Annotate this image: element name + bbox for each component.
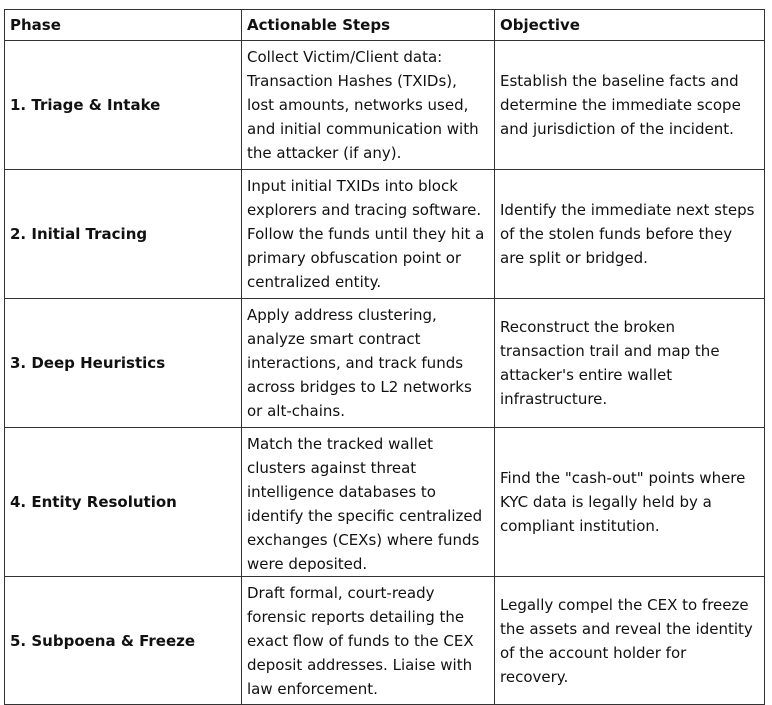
objective-cell: Find the "cash-out" points where KYC data is legally held by a compliant institution. [495, 428, 765, 577]
table-row [5, 299, 765, 428]
table-header-row [5, 10, 765, 41]
steps-cell: Collect Victim/Client data: Transaction Hashes (TXIDs), lost amounts, networks used, and initial communication with the attacker (if any). [242, 41, 495, 170]
table-row [5, 41, 765, 170]
steps-cell: Apply address clustering, analyze smart contract interactions, and track funds across bridges to L2 networks or alt-chains. [242, 299, 495, 428]
phase-cell: 3. Deep Heuristics [5, 299, 242, 428]
table-row [5, 577, 765, 705]
phase-cell: 2. Initial Tracing [5, 170, 242, 299]
objective-cell: Legally compel the CEX to freeze the assets and reveal the identity of the account holder for recovery. [495, 577, 765, 705]
objective-cell: Identify the immediate next steps of the stolen funds before they are split or bridged. [495, 170, 765, 299]
header-actionable-steps: Actionable Steps [242, 10, 495, 41]
steps-cell: Draft formal, court-ready forensic reports detailing the exact flow of funds to the CEX deposit addresses. Liaise with law enforcement. [242, 577, 495, 705]
steps-cell: Match the tracked wallet clusters against threat intelligence databases to identify the specific centralized exchanges (CEXs) where funds were deposited. [242, 428, 495, 577]
table-row [5, 170, 765, 299]
objective-cell: Establish the baseline facts and determine the immediate scope and jurisdiction of the incident. [495, 41, 765, 170]
header-phase: Phase [5, 10, 242, 41]
header-objective: Objective [495, 10, 765, 41]
phase-cell: 5. Subpoena & Freeze [5, 577, 242, 705]
phase-cell: 4. Entity Resolution [5, 428, 242, 577]
investigation-phases-table [4, 9, 765, 705]
phase-cell: 1. Triage & Intake [5, 41, 242, 170]
steps-cell: Input initial TXIDs into block explorers and tracing software. Follow the funds until they hit a primary obfuscation point or centralized entity. [242, 170, 495, 299]
table-row [5, 428, 765, 577]
objective-cell: Reconstruct the broken transaction trail and map the attacker's entire wallet infrastructure. [495, 299, 765, 428]
